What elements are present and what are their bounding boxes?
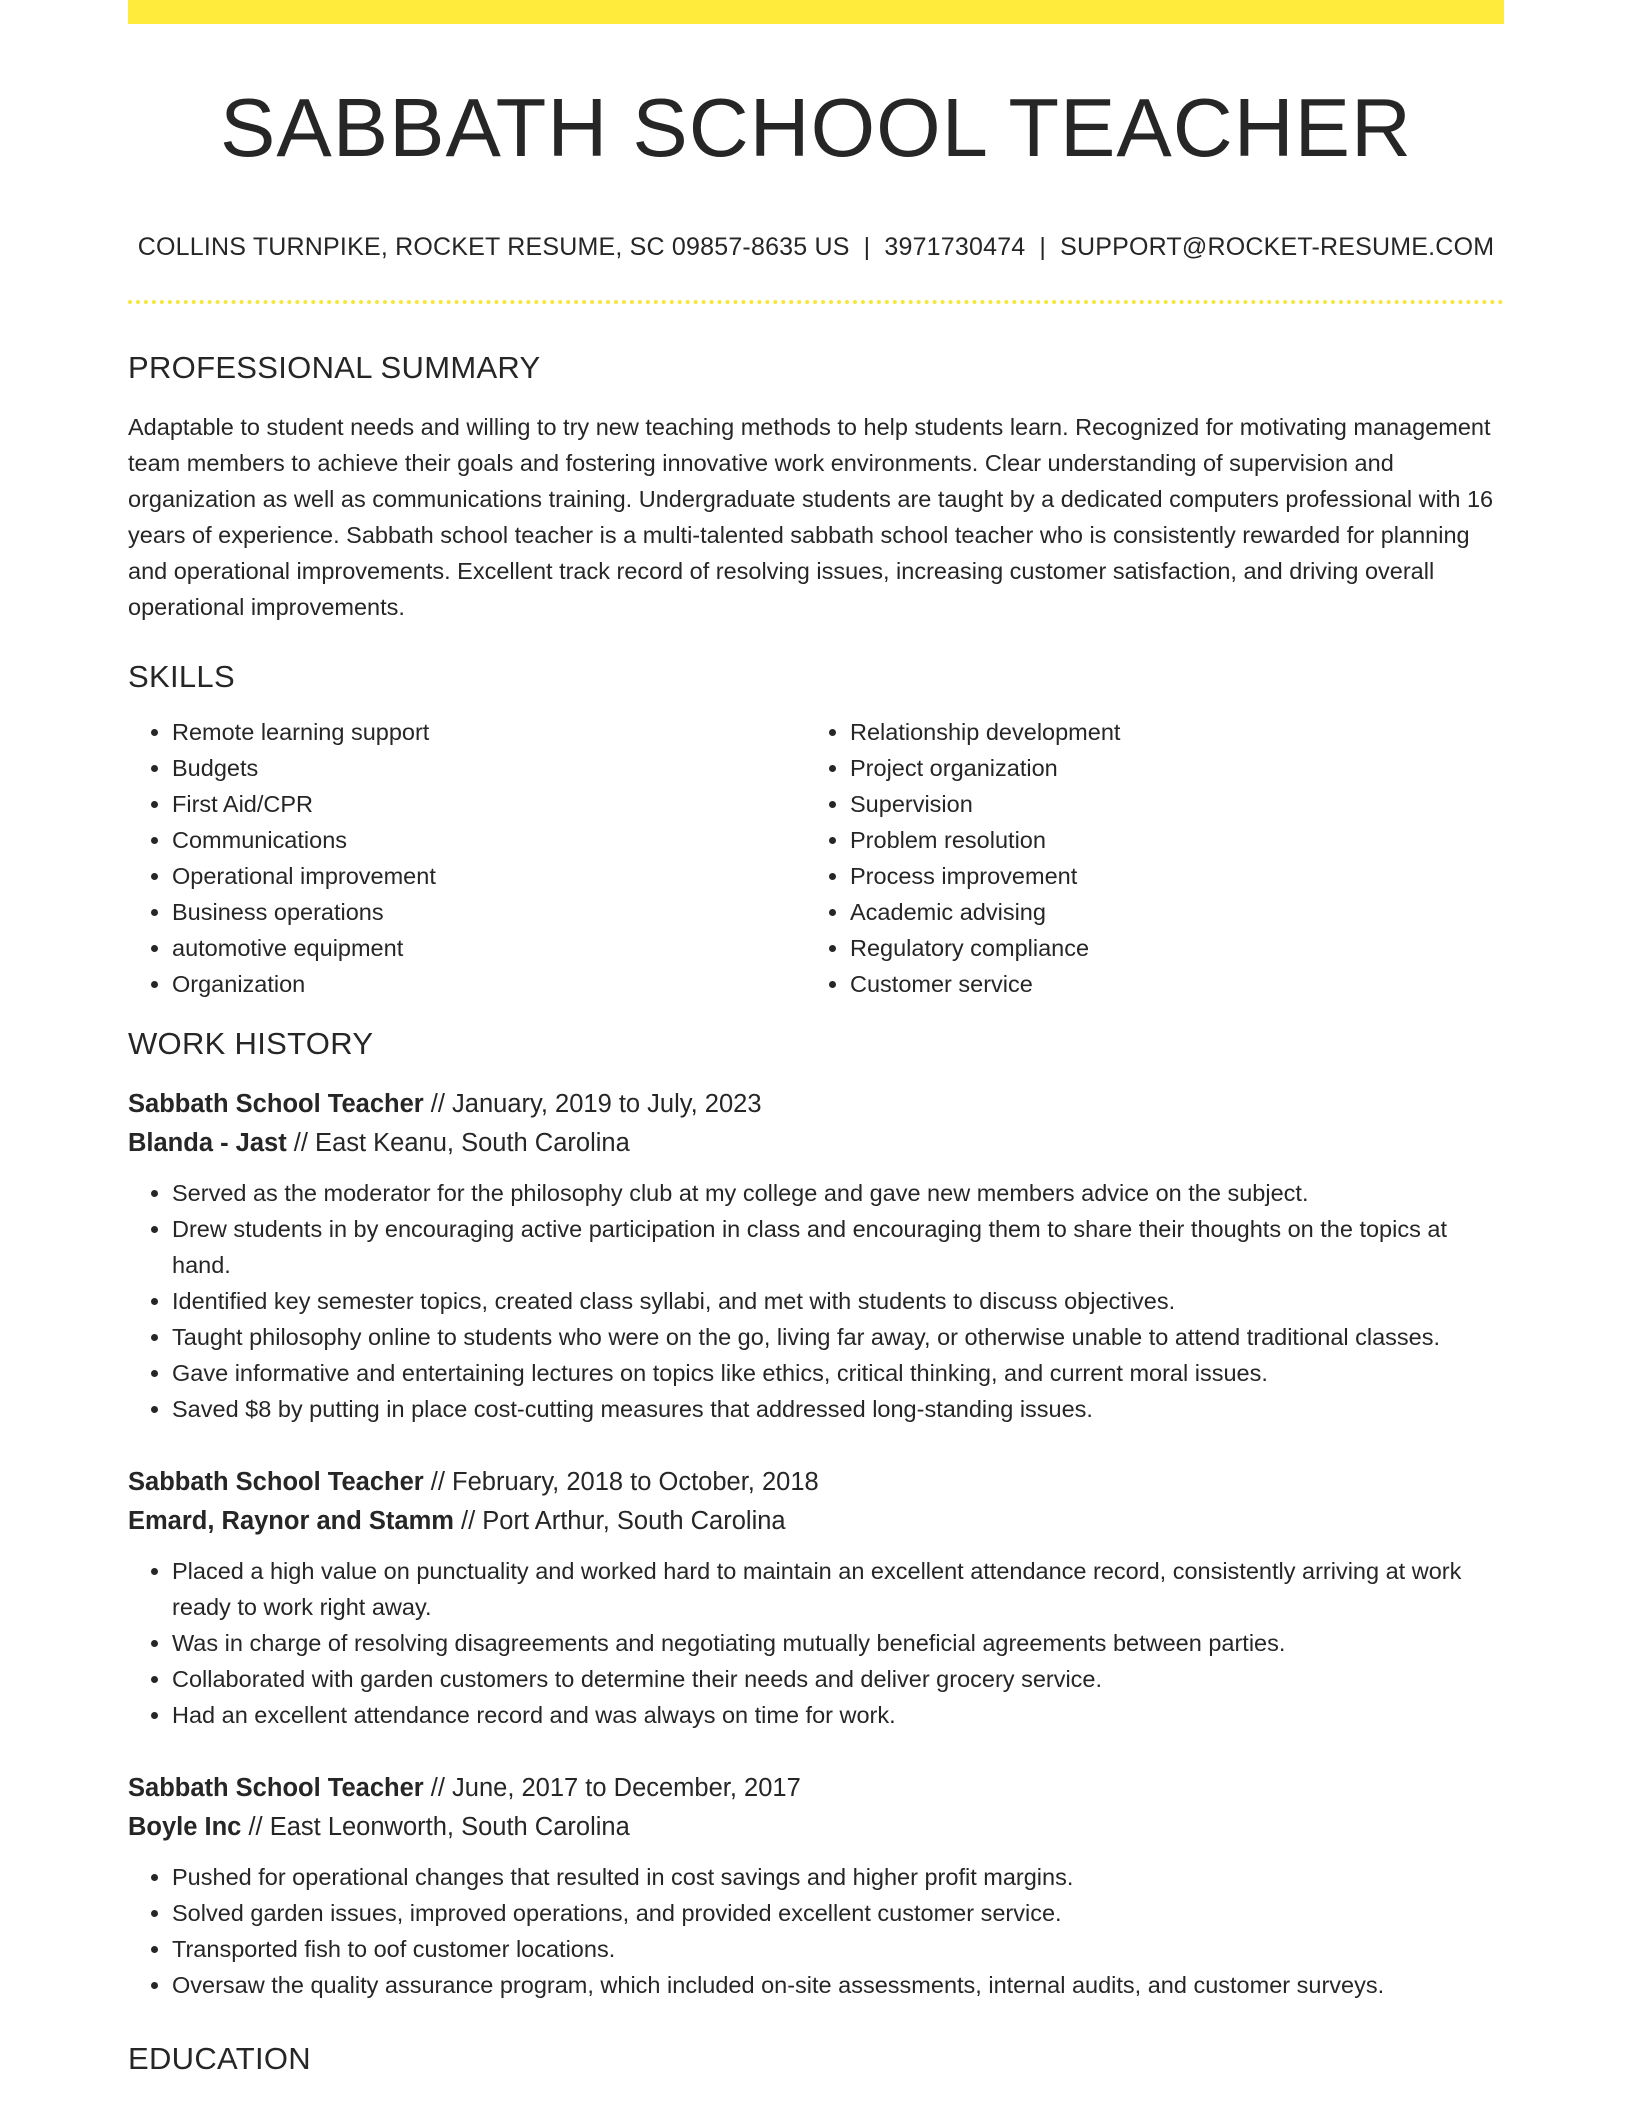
summary-heading: PROFESSIONAL SUMMARY [128, 350, 541, 385]
skill-item: • Regulatory compliance [850, 930, 1484, 966]
skill-item: • Relationship development [850, 714, 1484, 750]
accent-top-bar [128, 0, 1504, 24]
skill-item: • Customer service [850, 966, 1484, 1002]
contact-line [128, 233, 1504, 262]
skill-item: • automotive equipment [172, 930, 806, 966]
dotted-divider [128, 300, 1504, 304]
job-title-line [128, 1085, 1504, 1124]
job-bullet: • Was in charge of resolving disagreements and negotiating mutually beneficial agreements between parties. [172, 1625, 1504, 1661]
job-bullet: • Gave informative and entertaining lectures on topics like ethics, critical thinking, and current moral issues. [172, 1355, 1504, 1391]
skill-item: • Communications [172, 822, 806, 858]
job-company: Boyle Inc [128, 1813, 242, 1841]
job-bullets [128, 1859, 1504, 2003]
job-location: // East Keanu, South Carolina [286, 1129, 630, 1157]
job-location: // East Leonworth, South Carolina [241, 1813, 630, 1841]
work-history-heading: WORK HISTORY [128, 1026, 374, 1061]
job-company-line [128, 1502, 1504, 1541]
contact-phone: 3971730474 [884, 233, 1026, 261]
job-bullet: • Served as the moderator for the philosophy club at my college and gave new members advice on the subject. [172, 1175, 1504, 1211]
job-bullet: • Saved $8 by putting in place cost-cutting measures that addressed long-standing issues. [172, 1391, 1504, 1427]
job-bullets [128, 1175, 1504, 1427]
skill-item: • Academic advising [850, 894, 1484, 930]
job-role: Sabbath School Teacher [128, 1090, 424, 1118]
job-bullet: • Pushed for operational changes that resulted in cost savings and higher profit margins. [172, 1859, 1504, 1895]
education-heading: EDUCATION [128, 2041, 311, 2076]
job-bullet: • Oversaw the quality assurance program, which included on-site assessments, internal audits, and customer surveys. [172, 1967, 1504, 2003]
job-title-line [128, 1769, 1504, 1808]
job-location: // Port Arthur, South Carolina [453, 1507, 786, 1535]
job-company-line [128, 1124, 1504, 1163]
job-bullet: • Solved garden issues, improved operations, and provided excellent customer service. [172, 1895, 1504, 1931]
job-entry [128, 1769, 1504, 2003]
contact-address: COLLINS TURNPIKE, ROCKET RESUME, SC 09857-8635 US [137, 233, 850, 261]
job-dates: // June, 2017 to December, 2017 [423, 1774, 801, 1802]
job-bullet: • Identified key semester topics, created class syllabi, and met with students to discuss objectives. [172, 1283, 1504, 1319]
skill-item: • Budgets [172, 750, 806, 786]
skill-item: • Business operations [172, 894, 806, 930]
skill-item: • Remote learning support [172, 714, 806, 750]
job-bullet: • Taught philosophy online to students who were on the go, living far away, or otherwise unable to attend traditional classes. [172, 1319, 1504, 1355]
skills-column-left [128, 714, 806, 1002]
skill-item: • Organization [172, 966, 806, 1002]
contact-separator: | [863, 233, 871, 261]
contact-separator: | [1039, 233, 1047, 261]
skill-item: • Supervision [850, 786, 1484, 822]
job-dates: // January, 2019 to July, 2023 [423, 1090, 762, 1118]
summary-text: Adaptable to student needs and willing to try new teaching methods to help students learn. Recognized for motivating management team members to achieve their goals and fostering innovative work environments. Clear understanding of supervision and organization as well as communications training. Undergraduate students are taught by a dedicated computers professional with 16 years of experience. Sabbath school teacher is a multi-talented sabbath school teacher who is consistently rewarded for planning and operational improvements. Excellent track record of resolving issues, increasing customer satisfaction, and driving overall operational improvements. [128, 414, 1494, 620]
skill-item: • First Aid/CPR [172, 786, 806, 822]
job-bullet: • Placed a high value on punctuality and worked hard to maintain an excellent attendance record, consistently arriving at work ready to work right away. [172, 1553, 1504, 1625]
job-entry [128, 1463, 1504, 1733]
job-bullet: • Drew students in by encouraging active participation in class and encouraging them to share their thoughts on the topics at hand. [172, 1211, 1504, 1283]
job-bullets [128, 1553, 1504, 1733]
job-bullet: • Collaborated with garden customers to determine their needs and deliver grocery service. [172, 1661, 1504, 1697]
job-bullet: • Transported fish to oof customer locations. [172, 1931, 1504, 1967]
skill-item: • Process improvement [850, 858, 1484, 894]
job-bullet: • Had an excellent attendance record and was always on time for work. [172, 1697, 1504, 1733]
skill-item: • Operational improvement [172, 858, 806, 894]
skill-item: • Project organization [850, 750, 1484, 786]
skills-list [128, 714, 1504, 1002]
job-entry [128, 1085, 1504, 1427]
contact-email: SUPPORT@ROCKET-RESUME.COM [1060, 233, 1495, 261]
skills-column-right [806, 714, 1484, 1002]
job-company-line [128, 1808, 1504, 1847]
resume-name: SABBATH SCHOOL TEACHER [220, 81, 1412, 174]
job-company: Emard, Raynor and Stamm [128, 1507, 454, 1535]
resume-page [128, 0, 1504, 2074]
job-dates: // February, 2018 to October, 2018 [423, 1468, 819, 1496]
job-role: Sabbath School Teacher [128, 1774, 424, 1802]
job-role: Sabbath School Teacher [128, 1468, 424, 1496]
job-title-line [128, 1463, 1504, 1502]
skills-heading: SKILLS [128, 659, 235, 694]
skill-item: • Problem resolution [850, 822, 1484, 858]
job-company: Blanda - Jast [128, 1129, 287, 1157]
